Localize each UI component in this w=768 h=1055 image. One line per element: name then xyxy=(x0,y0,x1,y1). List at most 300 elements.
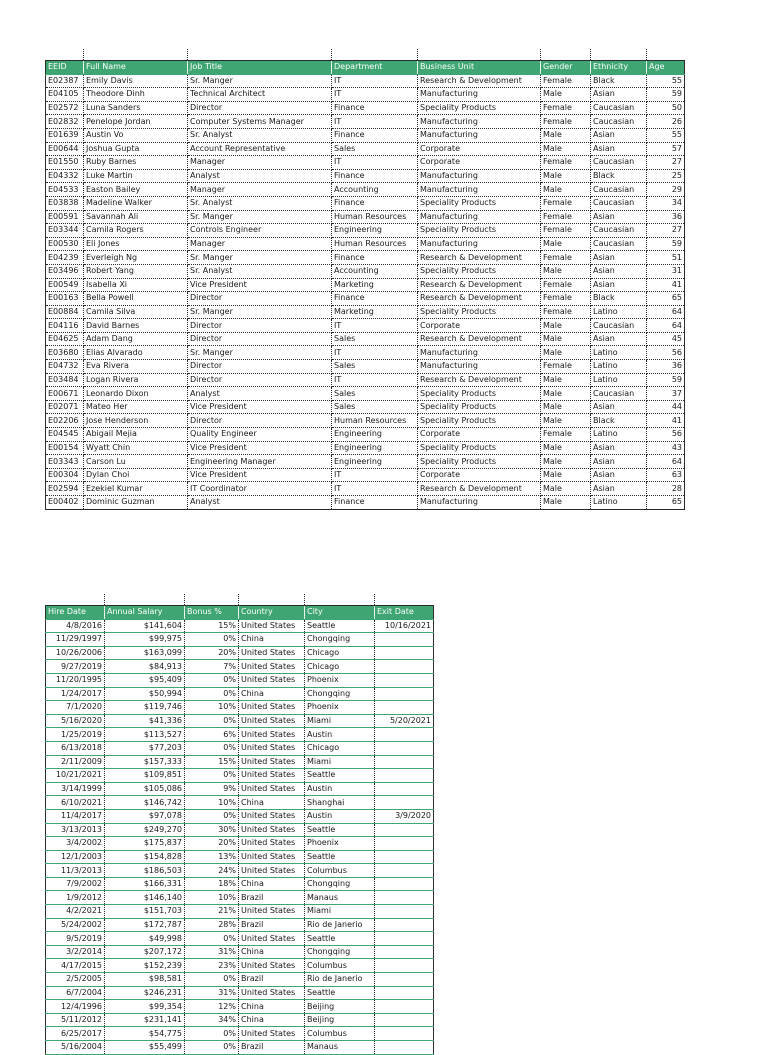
table-cell: Female xyxy=(541,428,591,442)
table-cell: Madeline Walker xyxy=(84,196,188,210)
table-cell: Male xyxy=(541,88,591,102)
table-cell: 4/17/2015 xyxy=(46,959,105,973)
table-cell: E02387 xyxy=(46,74,84,88)
table-cell: Female xyxy=(541,156,591,170)
table-cell: $157,333 xyxy=(105,755,185,769)
table-cell: 10% xyxy=(185,796,239,810)
table-cell: $99,354 xyxy=(105,1000,185,1014)
table-cell: United States xyxy=(239,905,305,919)
table-row xyxy=(46,986,434,1000)
table-cell: Speciality Products xyxy=(418,414,541,428)
table-cell: IT xyxy=(332,319,418,333)
table-cell: 20% xyxy=(185,837,239,851)
table-cell: IT xyxy=(332,468,418,482)
table-cell: Brazil xyxy=(239,918,305,932)
table-cell: Speciality Products xyxy=(418,264,541,278)
table-cell: E04625 xyxy=(46,332,84,346)
table-cell: Phoenix xyxy=(305,673,375,687)
table-cell: Female xyxy=(541,74,591,88)
table-row xyxy=(46,142,685,156)
table-cell: 11/4/2017 xyxy=(46,809,105,823)
table-cell: Columbus xyxy=(305,959,375,973)
table-cell: Technical Architect xyxy=(188,88,332,102)
table-cell: 3/4/2002 xyxy=(46,837,105,851)
table-row xyxy=(46,673,434,687)
table-cell: Seattle xyxy=(305,769,375,783)
table-cell: Male xyxy=(541,496,591,510)
table-cell: 44 xyxy=(647,400,685,414)
table-cell: Manufacturing xyxy=(418,183,541,197)
table-cell: $84,913 xyxy=(105,660,185,674)
table-cell: Latino xyxy=(591,373,647,387)
table-cell: Asian xyxy=(591,400,647,414)
table-row xyxy=(46,1000,434,1014)
table-cell: United States xyxy=(239,769,305,783)
table-cell xyxy=(375,891,434,905)
table-cell xyxy=(375,769,434,783)
table-cell: Brazil xyxy=(239,1041,305,1055)
table-cell: 0% xyxy=(185,673,239,687)
table-row xyxy=(46,864,434,878)
table-cell: 15% xyxy=(185,619,239,633)
table-cell: $105,086 xyxy=(105,782,185,796)
table-cell: Mateo Her xyxy=(84,400,188,414)
table-cell: Director xyxy=(188,292,332,306)
table-cell: United States xyxy=(239,714,305,728)
table-row xyxy=(46,646,434,660)
table-cell: Eli Jones xyxy=(84,237,188,251)
table-cell: Sr. Manger xyxy=(188,346,332,360)
table-cell: China xyxy=(239,945,305,959)
table-cell: Manaus xyxy=(305,891,375,905)
table-cell: 28 xyxy=(647,482,685,496)
table-cell xyxy=(375,864,434,878)
table-cell: 0% xyxy=(185,741,239,755)
column-header: Job Title xyxy=(188,61,332,75)
table-cell: 37 xyxy=(647,387,685,401)
table-cell: Robert Yang xyxy=(84,264,188,278)
table-cell: E00163 xyxy=(46,292,84,306)
table-row xyxy=(46,701,434,715)
table-cell: Speciality Products xyxy=(418,101,541,115)
table-cell: $249,270 xyxy=(105,823,185,837)
table-cell: United States xyxy=(239,701,305,715)
table-cell: $163,099 xyxy=(105,646,185,660)
employee-rows xyxy=(46,74,685,509)
table-cell: E03343 xyxy=(46,455,84,469)
table-cell: United States xyxy=(239,837,305,851)
table-cell: IT xyxy=(332,115,418,129)
table-cell: 27 xyxy=(647,156,685,170)
table-cell xyxy=(375,973,434,987)
table-cell: Phoenix xyxy=(305,837,375,851)
table-cell: Isabella Xi xyxy=(84,278,188,292)
table-cell: E02594 xyxy=(46,482,84,496)
table-row xyxy=(46,959,434,973)
table-cell: 26 xyxy=(647,115,685,129)
table-cell: Director xyxy=(188,332,332,346)
table-cell: Asian xyxy=(591,128,647,142)
table-cell: Research & Development xyxy=(418,74,541,88)
table-cell: 57 xyxy=(647,142,685,156)
table-cell: 25 xyxy=(647,169,685,183)
table-cell: Female xyxy=(541,305,591,319)
table-cell: Savannah Ali xyxy=(84,210,188,224)
table-cell: Vice President xyxy=(188,468,332,482)
table-cell: Jose Henderson xyxy=(84,414,188,428)
header-row xyxy=(46,606,434,620)
table-cell: 43 xyxy=(647,441,685,455)
table-cell: Manager xyxy=(188,156,332,170)
column-header: Business Unit xyxy=(418,61,541,75)
table-cell: 0% xyxy=(185,769,239,783)
table-cell: Male xyxy=(541,128,591,142)
table-cell: Manufacturing xyxy=(418,88,541,102)
table-cell: China xyxy=(239,1013,305,1027)
table-cell: Manufacturing xyxy=(418,115,541,129)
table-cell: Chicago xyxy=(305,646,375,660)
table-cell: Manufacturing xyxy=(418,128,541,142)
table-cell xyxy=(375,932,434,946)
table-cell xyxy=(375,918,434,932)
table-row xyxy=(46,687,434,701)
table-cell: E01639 xyxy=(46,128,84,142)
table-cell: Director xyxy=(188,319,332,333)
table-cell: E02572 xyxy=(46,101,84,115)
table-cell: $50,994 xyxy=(105,687,185,701)
table-cell: 23% xyxy=(185,959,239,973)
table-cell: 0% xyxy=(185,809,239,823)
column-header: Country xyxy=(239,606,305,620)
table-cell: Chongqing xyxy=(305,687,375,701)
table-cell: 7/9/2002 xyxy=(46,877,105,891)
table-cell: Female xyxy=(541,101,591,115)
table-cell: Manufacturing xyxy=(418,169,541,183)
column-header: Bonus % xyxy=(185,606,239,620)
table-cell: United States xyxy=(239,1027,305,1041)
table-cell: 5/16/2004 xyxy=(46,1041,105,1055)
table-cell xyxy=(375,796,434,810)
table-cell: China xyxy=(239,687,305,701)
table-cell: 34 xyxy=(647,196,685,210)
table-cell: Manufacturing xyxy=(418,496,541,510)
table-cell: China xyxy=(239,796,305,810)
table-cell xyxy=(375,782,434,796)
table-cell: Engineering xyxy=(332,428,418,442)
table-cell: Male xyxy=(541,441,591,455)
table-cell: $154,828 xyxy=(105,850,185,864)
table-cell: Brazil xyxy=(239,973,305,987)
table-cell: China xyxy=(239,633,305,647)
table-row xyxy=(46,387,685,401)
table-cell: 0% xyxy=(185,1041,239,1055)
table-cell: Latino xyxy=(591,496,647,510)
table-cell: Speciality Products xyxy=(418,224,541,238)
table-row xyxy=(46,714,434,728)
table-cell: 6/25/2017 xyxy=(46,1027,105,1041)
table-cell: Penelope Jordan xyxy=(84,115,188,129)
table-cell: Asian xyxy=(591,264,647,278)
table-cell: $109,851 xyxy=(105,769,185,783)
table-row xyxy=(46,468,685,482)
table-cell: Asian xyxy=(591,468,647,482)
table-cell: 34% xyxy=(185,1013,239,1027)
table-cell: 30% xyxy=(185,823,239,837)
table-cell: Elias Alvarado xyxy=(84,346,188,360)
table-cell: Logan Rivera xyxy=(84,373,188,387)
table-cell xyxy=(375,850,434,864)
table-cell: 31% xyxy=(185,986,239,1000)
table-cell: 7/1/2020 xyxy=(46,701,105,715)
table-cell: $172,787 xyxy=(105,918,185,932)
table-row xyxy=(46,619,434,633)
column-header: Full Name xyxy=(84,61,188,75)
table-row xyxy=(46,74,685,88)
table-cell: United States xyxy=(239,646,305,660)
table-row xyxy=(46,796,434,810)
table-cell: 10/16/2021 xyxy=(375,619,434,633)
table-row xyxy=(46,741,434,755)
table-cell: IT xyxy=(332,373,418,387)
table-row xyxy=(46,850,434,864)
table-cell: Finance xyxy=(332,251,418,265)
table-cell: Male xyxy=(541,183,591,197)
table-cell: United States xyxy=(239,728,305,742)
table-cell: Black xyxy=(591,414,647,428)
table-cell: Research & Development xyxy=(418,482,541,496)
table-row xyxy=(46,441,685,455)
table-row xyxy=(46,169,685,183)
table-cell: Male xyxy=(541,169,591,183)
table-cell: Female xyxy=(541,115,591,129)
table-cell: 6% xyxy=(185,728,239,742)
table-cell: 5/24/2002 xyxy=(46,918,105,932)
table-row xyxy=(46,660,434,674)
table-cell: 2/11/2009 xyxy=(46,755,105,769)
table-cell: Seattle xyxy=(305,986,375,1000)
table-cell: United States xyxy=(239,809,305,823)
table-cell: Male xyxy=(541,400,591,414)
table-cell: $166,331 xyxy=(105,877,185,891)
table-row xyxy=(46,224,685,238)
table-cell: 0% xyxy=(185,1027,239,1041)
table-cell: Asian xyxy=(591,251,647,265)
table-cell xyxy=(375,646,434,660)
table-cell: 3/14/1999 xyxy=(46,782,105,796)
table-cell: Vice President xyxy=(188,400,332,414)
table-cell: 4/2/2021 xyxy=(46,905,105,919)
table-cell: Asian xyxy=(591,210,647,224)
table-cell: Sr. Analyst xyxy=(188,128,332,142)
table-cell: Engineering xyxy=(332,224,418,238)
table-cell: 20% xyxy=(185,646,239,660)
table-cell: IT xyxy=(332,156,418,170)
table-cell: 41 xyxy=(647,414,685,428)
table-cell: Asian xyxy=(591,332,647,346)
table-cell: 6/7/2004 xyxy=(46,986,105,1000)
table-cell: Marketing xyxy=(332,305,418,319)
table-cell: Research & Development xyxy=(418,332,541,346)
table-cell: Human Resources xyxy=(332,210,418,224)
table-cell: Camila Rogers xyxy=(84,224,188,238)
table-cell: Sales xyxy=(332,400,418,414)
table-row xyxy=(46,837,434,851)
table-cell: Corporate xyxy=(418,428,541,442)
table-cell: Black xyxy=(591,74,647,88)
table-cell: E04332 xyxy=(46,169,84,183)
table-cell: $207,172 xyxy=(105,945,185,959)
table-cell: Corporate xyxy=(418,156,541,170)
table-cell: 51 xyxy=(647,251,685,265)
table-cell: E04533 xyxy=(46,183,84,197)
table-cell: E03484 xyxy=(46,373,84,387)
table-cell: Rio de Janerio xyxy=(305,973,375,987)
table-cell: Seattle xyxy=(305,619,375,633)
column-header: Annual Salary xyxy=(105,606,185,620)
table-cell: 10/21/2021 xyxy=(46,769,105,783)
table-cell: 0% xyxy=(185,687,239,701)
table-cell: Engineering xyxy=(332,441,418,455)
table-cell: Vice President xyxy=(188,278,332,292)
table-cell: Sales xyxy=(332,332,418,346)
table-row xyxy=(46,156,685,170)
table-cell xyxy=(375,945,434,959)
table-row xyxy=(46,346,685,360)
table-cell: Manufacturing xyxy=(418,210,541,224)
table-cell: $55,499 xyxy=(105,1041,185,1055)
table-cell: E03344 xyxy=(46,224,84,238)
table-cell: United States xyxy=(239,660,305,674)
table-cell: Asian xyxy=(591,441,647,455)
table-cell: $41,336 xyxy=(105,714,185,728)
table-cell: Dominic Guzman xyxy=(84,496,188,510)
table-cell: 50 xyxy=(647,101,685,115)
table-cell: 9% xyxy=(185,782,239,796)
table-cell: 56 xyxy=(647,428,685,442)
table-row xyxy=(46,633,434,647)
table-cell: 21% xyxy=(185,905,239,919)
table-cell: 12/4/1996 xyxy=(46,1000,105,1014)
table-cell: E03680 xyxy=(46,346,84,360)
table-cell: $49,998 xyxy=(105,932,185,946)
table-cell: E02206 xyxy=(46,414,84,428)
table-cell: Asian xyxy=(591,278,647,292)
table-cell: 1/9/2012 xyxy=(46,891,105,905)
table-cell: 28% xyxy=(185,918,239,932)
table-cell: 59 xyxy=(647,373,685,387)
table-cell: Eva Rivera xyxy=(84,360,188,374)
table-cell: $119,746 xyxy=(105,701,185,715)
table-cell: Male xyxy=(541,237,591,251)
column-header: City xyxy=(305,606,375,620)
table-cell: Female xyxy=(541,292,591,306)
table-cell: United States xyxy=(239,986,305,1000)
table-cell xyxy=(375,633,434,647)
table-cell: Luna Sanders xyxy=(84,101,188,115)
table-cell: E00530 xyxy=(46,237,84,251)
table-row xyxy=(46,482,685,496)
table-row xyxy=(46,414,685,428)
table-cell: Chicago xyxy=(305,660,375,674)
table-cell: Research & Development xyxy=(418,373,541,387)
table-cell: Accounting xyxy=(332,264,418,278)
table-cell: Latino xyxy=(591,346,647,360)
table-cell: Engineering Manager xyxy=(188,455,332,469)
table-cell: Analyst xyxy=(188,496,332,510)
table-row xyxy=(46,728,434,742)
table-cell: Corporate xyxy=(418,319,541,333)
table-cell: 3/2/2014 xyxy=(46,945,105,959)
table-cell: 65 xyxy=(647,496,685,510)
table-row xyxy=(46,823,434,837)
table-cell: Bella Powell xyxy=(84,292,188,306)
table-cell: Male xyxy=(541,142,591,156)
table-cell: E00591 xyxy=(46,210,84,224)
table-cell: Miami xyxy=(305,905,375,919)
table-cell: 0% xyxy=(185,932,239,946)
table-cell: Manager xyxy=(188,183,332,197)
table-cell: Seattle xyxy=(305,850,375,864)
table-cell: Caucasian xyxy=(591,237,647,251)
table-cell: 0% xyxy=(185,633,239,647)
table-cell: 15% xyxy=(185,755,239,769)
table-cell: 29 xyxy=(647,183,685,197)
table-cell: Human Resources xyxy=(332,414,418,428)
table-cell: Latino xyxy=(591,428,647,442)
table-cell: Sales xyxy=(332,387,418,401)
table-row xyxy=(46,945,434,959)
table-cell: Sr. Analyst xyxy=(188,196,332,210)
table-cell: E00644 xyxy=(46,142,84,156)
table-cell: Leonardo Dixon xyxy=(84,387,188,401)
table-row xyxy=(46,115,685,129)
table-cell: Ezekiel Kumar xyxy=(84,482,188,496)
table-cell: Everleigh Ng xyxy=(84,251,188,265)
table-cell: 24% xyxy=(185,864,239,878)
table-cell: 65 xyxy=(647,292,685,306)
table-cell: 0% xyxy=(185,714,239,728)
column-header: Age xyxy=(647,61,685,75)
table-row xyxy=(46,400,685,414)
table-cell: Austin xyxy=(305,809,375,823)
table-cell: 3/9/2020 xyxy=(375,809,434,823)
table-cell: Phoenix xyxy=(305,701,375,715)
table-row xyxy=(46,496,685,510)
table-cell: Male xyxy=(541,319,591,333)
table-cell: Joshua Gupta xyxy=(84,142,188,156)
table-cell: Chongqing xyxy=(305,633,375,647)
table-cell: Female xyxy=(541,251,591,265)
table-row xyxy=(46,455,685,469)
table-row xyxy=(46,305,685,319)
table-cell: Human Resources xyxy=(332,237,418,251)
table-cell: $231,141 xyxy=(105,1013,185,1027)
table-cell: E00884 xyxy=(46,305,84,319)
table-cell: 6/10/2021 xyxy=(46,796,105,810)
table-cell: $77,203 xyxy=(105,741,185,755)
table-row xyxy=(46,101,685,115)
table-cell: 5/11/2012 xyxy=(46,1013,105,1027)
table-cell: Analyst xyxy=(188,387,332,401)
table-cell: Manufacturing xyxy=(418,346,541,360)
table-cell: 45 xyxy=(647,332,685,346)
table-cell: Asian xyxy=(591,142,647,156)
table-cell: E02071 xyxy=(46,400,84,414)
table-cell: $99,975 xyxy=(105,633,185,647)
table-cell: United States xyxy=(239,741,305,755)
table-cell: Theodore Dinh xyxy=(84,88,188,102)
table-cell xyxy=(375,660,434,674)
